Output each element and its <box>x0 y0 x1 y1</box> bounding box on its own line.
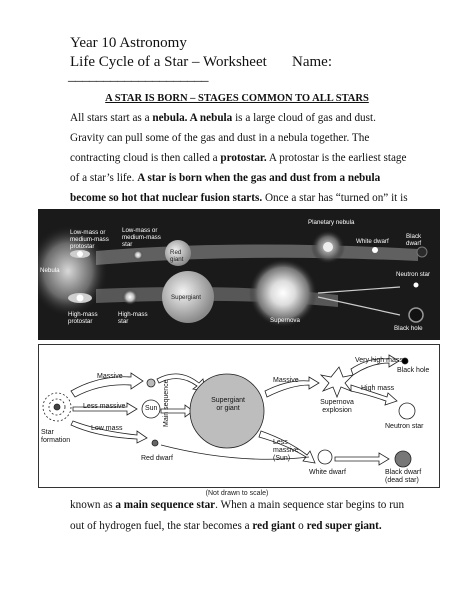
label-less-massive: Less massive <box>83 403 126 410</box>
label-very-high-mass: Very high mass <box>355 357 403 364</box>
label-red-dwarf: Red dwarf <box>141 455 173 462</box>
label-black-hole: Black hole <box>394 325 423 332</box>
section-heading: A STAR IS BORN – STAGES COMMON TO ALL STARS <box>105 93 369 104</box>
label-black-hole: Black hole <box>397 367 430 374</box>
paragraph-line-4: of a star’s life. A star is born when the gas and dust from a nebula <box>70 172 381 184</box>
lifecycle-diagram-drawing <box>39 345 439 487</box>
name-label: Name: <box>292 54 332 70</box>
label-massive-2: Massive <box>273 377 299 384</box>
figure-note: (Not drawn to scale) <box>205 490 269 497</box>
low-mass-star <box>133 250 143 260</box>
label-high-protostar: High-mass protostar <box>68 311 98 325</box>
label-star-formation: Star formation <box>41 429 71 444</box>
label-main-sequence: Main sequence <box>163 379 170 427</box>
label-white-dwarf: White dwarf <box>309 469 346 476</box>
label-red-giant: Red giant <box>170 249 184 263</box>
black-hole <box>409 308 423 322</box>
label-neutron-star: Neutron star <box>385 423 424 430</box>
paragraph2-line-2: out of hydrogen fuel, the star becomes a red giant o red super giant. <box>70 520 382 532</box>
name-line: ____________________ <box>68 68 208 84</box>
label-low-protostar: Low-mass or medium-mass protostar <box>70 229 109 250</box>
white-dwarf-circle <box>318 450 332 464</box>
neutron-star <box>414 283 419 288</box>
massive-star-dot <box>147 379 155 387</box>
label-low-mass: Low mass <box>91 425 123 432</box>
paragraph-line-2: Gravity can pull some of the gas and dust in a nebula together. The <box>70 132 370 144</box>
label-supernova: Supernova <box>270 317 300 324</box>
worksheet-title: Life Cycle of a Star – Worksheet <box>70 54 267 70</box>
paragraph2-line-1: known as a main sequence star. When a main sequence star begins to run <box>70 499 405 511</box>
label-supergiant: Supergiant <box>171 294 201 301</box>
label-planetary-nebula: Planetary nebula <box>308 219 355 226</box>
label-less-massive-sun: Less massive (Sun) <box>273 439 299 462</box>
label-nebula: Nebula <box>40 267 60 274</box>
red-dwarf-dot <box>152 440 158 446</box>
black-dwarf-circle <box>395 451 411 467</box>
star-lifecycle-diagram <box>38 344 440 488</box>
label-black-dwarf: Black dwarf (dead star) <box>385 469 422 484</box>
label-massive: Massive <box>97 373 123 380</box>
paragraph-line-3: contracting cloud is then called a protostar. A protostar is the earliest stage <box>70 152 407 164</box>
paragraph-line-1: All stars start as a nebula. A nebula is a large cloud of gas and dust. <box>70 112 376 124</box>
supernova-burst <box>321 367 353 397</box>
course-title: Year 10 Astronomy <box>70 35 187 51</box>
label-black-dwarf: Black dwarf <box>406 233 422 247</box>
label-high-star: High-mass star <box>118 311 148 325</box>
label-neutron-star: Neutron star <box>396 271 431 278</box>
label-supernova-explosion: Supernova explosion <box>320 399 354 414</box>
paragraph-line-5: become so hot that nuclear fusion starts. Once a star has “turned on” it is <box>70 192 408 204</box>
high-mass-star <box>122 289 138 305</box>
black-dwarf <box>417 247 427 257</box>
neutron-star-circle <box>399 403 415 419</box>
star-lifecycle-photo-figure <box>38 209 440 340</box>
label-white-dwarf: White dwarf <box>356 238 389 245</box>
white-dwarf <box>372 247 378 253</box>
label-high-mass: High mass <box>361 385 395 392</box>
label-sun: Sun <box>145 405 158 412</box>
label-supergiant: Supergiant or giant <box>211 397 245 412</box>
label-low-star: Low-mass or medium-mass star <box>122 227 161 248</box>
